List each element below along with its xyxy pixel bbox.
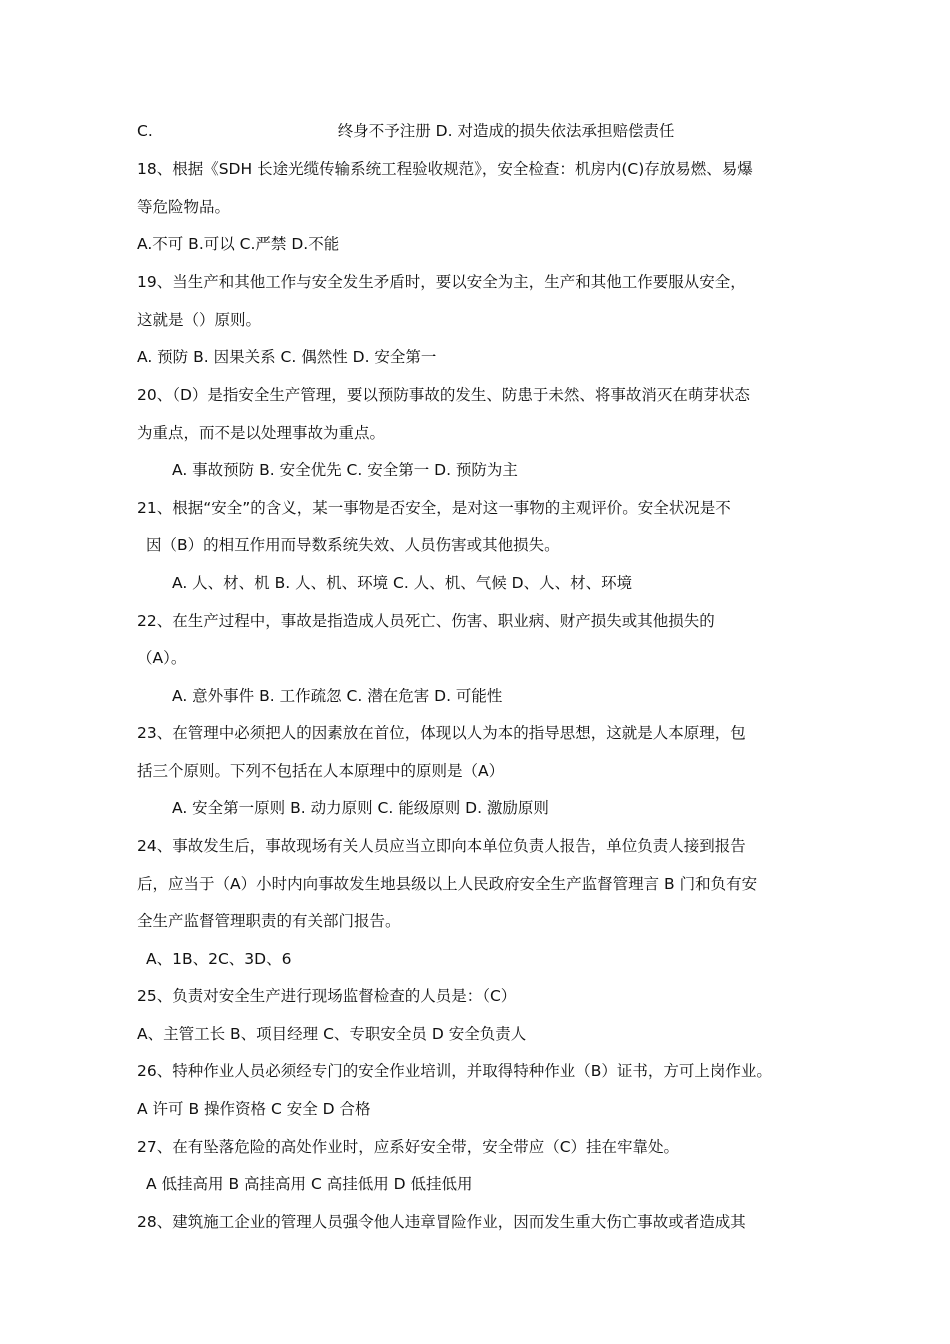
question-25: 25、负责对安全生产进行现场监督检查的人员是：（C）	[137, 987, 517, 1005]
question-26: 26、特种作业人员必须经专门的安全作业培训，并取得特种作业（B）证书，方可上岗作业。	[137, 1062, 772, 1080]
question-19-line-1: 19、当生产和其他工作与安全发生矛盾时，要以安全为主，生产和其他工作要服从安全，	[137, 273, 746, 291]
question-21-line-1: 21、根据“安全”的含义，某一事物是否安全，是对这一事物的主观评价。安全状况是不	[137, 499, 731, 517]
options-26: A 许可 B 操作资格 C 安全 D 合格	[137, 1100, 371, 1118]
options-21: A. 人、材、机 B. 人、机、环境 C. 人、机、气候 D、人、材、环境	[172, 574, 633, 592]
question-22-line-2: （A）。	[137, 649, 187, 667]
question-23-line-2: 括三个原则。下列不包括在人本原理中的原则是（A）	[137, 762, 505, 780]
question-22-line-1: 22、在生产过程中，事故是指造成人员死亡、伤害、职业病、财产损失或其他损失的	[137, 612, 715, 630]
options-24: A、1B、2C、3D、6	[146, 950, 292, 968]
options-22: A. 意外事件 B. 工作疏忽 C. 潜在危害 D. 可能性	[172, 687, 503, 705]
options-23: A. 安全第一原则 B. 动力原则 C. 能级原则 D. 激励原则	[172, 799, 549, 817]
option-text: 终身不予注册 D. 对造成的损失依法承担赔偿责任	[337, 122, 675, 140]
question-24-line-2: 后，应当于（A）小时内向事故发生地县级以上人民政府安全生产监督管理言 B 门和负有安	[137, 875, 758, 893]
options-18: A.不可 B.可以 C.严禁 D.不能	[137, 235, 340, 253]
question-19-line-2: 这就是（）原则。	[137, 311, 262, 329]
question-18-line-1: 18、根据《SDH 长途光缆传输系统工程验收规范》，安全检查：机房内(C)存放易燃、易爆	[137, 160, 753, 178]
question-20-line-2: 为重点，而不是以处理事故为重点。	[137, 424, 386, 442]
question-18-line-2: 等危险物品。	[137, 198, 231, 216]
question-24-line-1: 24、事故发生后，事故现场有关人员应当立即向本单位负责人报告，单位负责人接到报告	[137, 837, 746, 855]
options-20: A. 事故预防 B. 安全优先 C. 安全第一 D. 预防为主	[172, 461, 518, 479]
question-24-line-3: 全生产监督管理职责的有关部门报告。	[137, 912, 401, 930]
option-prefix: C.	[137, 122, 153, 140]
question-27: 27、在有坠落危险的高处作业时，应系好安全带，安全带应（C）挂在牢靠处。	[137, 1138, 680, 1156]
options-25: A、主管工长 B、项目经理 C、专职安全员 D 安全负责人	[137, 1025, 527, 1043]
question-28-line-1: 28、建筑施工企业的管理人员强令他人违章冒险作业，因而发生重大伤亡事故或者造成其	[137, 1213, 746, 1231]
question-21-line-2: 因（B）的相互作用而导数系统失效、人员伤害或其他损失。	[146, 536, 560, 554]
options-27: A 低挂高用 B 高挂高用 C 高挂低用 D 低挂低用	[146, 1175, 473, 1193]
question-20-line-1: 20、（D）是指安全生产管理，要以预防事故的发生、防患于未然、将事故消灭在萌芽状态	[137, 386, 750, 404]
options-19: A. 预防 B. 因果关系 C. 偶然性 D. 安全第一	[137, 348, 437, 366]
option-line-17	[137, 120, 674, 142]
question-23-line-1: 23、在管理中必须把人的因素放在首位，体现以人为本的指导思想，这就是人本原理，包	[137, 724, 746, 742]
